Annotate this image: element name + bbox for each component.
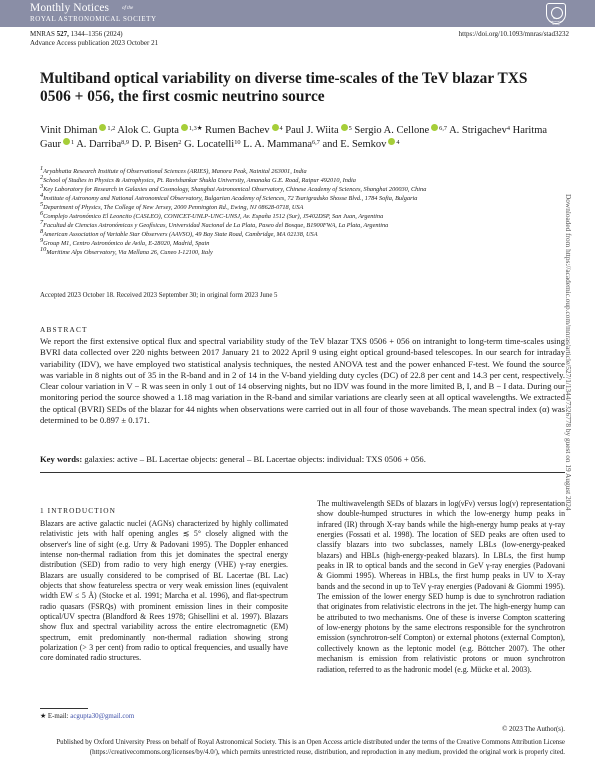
affiliation-number: 10 [40,245,47,253]
affiliation-number: 5 [40,200,44,208]
affiliation-list [40,165,560,258]
affiliation-text: Facultad de Ciencias Astronómicas y Geofísicas, Universidad Nacional de La Plata, Paseo del Bosque, B1900FWA, La Plata, Argentina [43,221,389,229]
abstract-heading: ABSTRACT [40,325,88,334]
author-name: G. Locatelli [184,138,235,150]
author-name: A. Strigachev [449,125,507,136]
affiliation-number: 6 [40,209,44,217]
author-affiliation-ref: 1,2 [107,125,116,132]
seal-text: Royal Astronomical Society [549,17,563,26]
affiliation-text: Key Laboratory for Research in Galaxies and Cosmology, Shanghai Astronomical Observatory, Chinese Academy of Sciences, Shanghai 200030, China [43,185,427,193]
author [285,125,352,136]
affiliation [40,182,560,195]
intro-left-column: Blazars are active galactic nuclei (AGNs) characterized by highly collimated relativistic jets with half opening angles ≲ 5° closely aligned with the observer's line of sight (e.g. Urry & Padovani 1995). The Doppler enhanced intense non-thermal radiation from this jet dominates the spectral energy distribution (SED) from radio to very high energy (VHE) γ-ray energies. Blazars are usually considered to be comprised of BL Lacertae (BL Lac) objects that show featureless spectra or very weak emission lines (equivalent width EW ≤ 5 Å) (Stocke et al. 1991; Marcha et al. 1996), and flat-spectrum radio quasars (FSRQs) with prominent emission lines in their composite optical/UV spectra (Blandford & Rees 1978; Ghisellini et al. 1997). Blazars show flux and spectral variability across the entire electromagnetic (EM) spectrum, emit predominantly non-thermal radiation showing strong polarization (> 3 per cent) from radio to optical frequencies, and usually have core dominated radio structures. [40,519,288,663]
affiliation [40,191,560,204]
journal-logo-title: Monthly Notices [30,2,110,14]
footnote-email [40,712,134,720]
email-label: ★ E-mail: [40,713,71,720]
author [132,139,182,150]
author-affiliation-ref: 8,9 [121,138,129,146]
affiliation-text: Institute of Astronomy and National Astronomical Observatory, Bulgarian Academy of Sciences, 72 Tsarigradsko Shosse Blvd., 1784 Sofia, Bulgaria [43,194,418,202]
author-affiliation-ref: 6,7 [311,138,320,146]
affiliation [40,236,560,249]
author-name: Rumen Bachev [205,125,270,136]
affiliation [40,173,560,186]
author [354,125,447,136]
journal-logo-society: ROYAL ASTRONOMICAL SOCIETY [30,15,157,23]
author [40,125,115,136]
author-name: E. Semkov [340,138,387,150]
email-link[interactable]: acgupta30@gmail.com [70,713,135,720]
author-affiliation-ref: 6,7 [439,125,448,132]
orcid-icon[interactable] [341,124,348,131]
affiliation-text: Complejo Astronómico El Leoncito (CASLEO), CONICET-UNLP-UNC-UNSJ, Av. España 1512 (Sur), J5402DSP, San Juan, Argentina [43,212,384,220]
footnote-divider [40,708,88,709]
keywords-text: galaxies: active – BL Lacertae objects: general – BL Lacertae objects: individual: TXS 0506 + 056. [82,454,426,464]
affiliation [40,227,560,240]
journal-volume: 527, [56,30,69,38]
affiliation-text: School of Studies in Physics & Astrophysics, Pt. Ravishankar Shukla University, Amanaka G.E. Road, Raipur 492010, India [43,176,356,184]
intro-heading: 1 INTRODUCTION [40,506,116,515]
affiliation-text: Group M1, Centro Astronómico de Avila, E-28020, Madrid, Spain [43,239,210,247]
affiliation-text: Department of Physics, The College of New Jersey, 2000 Pennington Rd., Ewing, NJ 08628-0718, USA [43,203,304,211]
orcid-icon[interactable] [431,124,438,131]
keywords [40,454,565,464]
journal-masthead [0,0,595,27]
author [205,125,283,136]
author [340,139,399,150]
author [449,125,510,136]
author-affiliation-ref: 5 [348,125,352,132]
dates-line: Accepted 2023 October 18. Received 2023 September 30; in original form 2023 June 5 [40,292,278,299]
intro-right-column: The multiwavelength SEDs of blazars in log(νFν) versus log(ν) representation show double-humped structures in which the low-energy hump peaks in infrared (IR) through X-ray bands while the high-energy hump peaks at γ-ray energies (Fossati et al. 1998). The location of SED peaks are often used to classify blazars into two subclasses, namely LBLs (low-energy-peaked blazars) and HBLs (high-energy-peaked blazars). In LBLs, the first hump peaks in IR to optical bands and the second in GeV γ-ray energies (Padovani & Giommi 1995). Whereas in HBLs, the first hump peaks in UV to X-ray bands and the second in up to TeV γ-ray energies (Padovani & Giommi 1995). The emission of the lower energy SED hump is due to synchrotron radiation that originates from relativistic electrons in the jet. The high-energy hump can be attributed to two mechanisms. One of these is inverse Compton scattering of low-energy photons by the same electrons responsible for the synchrotron emission (synchrotron-self Compton) or external photons (external Compton), collectively known as the leptonic model (e.g. Böttcher 2007). The other mechanism is emission from relativistic protons or muon synchrotron radiation, referred to as the hadronic model (e.g. Mücke et al. 2003). [317,499,565,674]
author [184,139,240,150]
journal-logo-of-the: of the [122,6,134,11]
keywords-label: Key words: [40,454,83,464]
affiliation-text: Maritime Alps Observatory, Via Mellana 26, Cuneo I-12100, Italy [46,248,213,256]
author-affiliation-ref: 10 [234,138,241,146]
affiliation-number: 9 [40,236,44,244]
orcid-icon[interactable] [181,124,188,131]
license-text: Published by Oxford University Press on behalf of Royal Astronomical Society. This is an Open Access article distributed under the terms of the Creative Commons Attribution License (https://creativecommons.org/licenses/by/4.0/), which permits unrestricted reuse, distribution, and reproduction in any medium, provided the original work is properly cited. [56,739,565,756]
author-affiliation-ref: 4 [396,138,400,146]
affiliation-number: 7 [40,218,44,226]
author-name: Sergio A. Cellone [354,125,430,136]
affiliation [40,200,560,213]
author-name: Vinit Dhiman [40,125,98,136]
journal-pages: 1344–1356 (2024) [68,30,123,38]
abstract-text: We report the first extensive optical flux and spectral variability study of the TeV blazar TXS 0506 + 056 on intranight to long-term time-scales using BVRI data collected over 220 nights between 2017 January 21 to 2022 April 9 using eight optical ground-based telescopes. In our search for intraday variability (IDV), we have employed two statistical analysis techniques, the nested ANOVA test and the power enhanced F-test. We found the source was variable in 8 nights out of 35 in the R-band and in 2 of 14 in the V-band yielding duty cycles (DC) of 22.8 per cent and 14.3 per cent, respectively. Clear colour variation in V − R was seen in only 1 out of 14 observing nights, but no IDV was found in the more limited B, I, and B − I data. During our monitoring period the source showed a 1.18 mag variation in the R-band and similar variations are clearly seen at all optical wavelengths. We extracted the optical (BVRI) SEDs of the blazar for 44 nights when observations were carried out in all four of those wavebands. The mean spectral index (α) was determined to be 0.897 ± 0.171. [40,336,565,425]
author-name: D. P. Bisen [131,138,179,150]
download-watermark: Downloaded from https://academic.oup.com/mnras/article/527/1/1344/7326778 by guest on 19 August 2024 [564,194,573,511]
affiliation [40,218,560,231]
ras-seal-icon [546,3,566,24]
affiliation-number: 1 [40,165,44,172]
affiliation [40,209,560,222]
section-divider [40,472,565,473]
author-affiliation-ref: 4 [506,125,510,132]
orcid-icon[interactable] [99,124,106,131]
author [117,125,202,136]
advance-access: Advance Access publication 2023 October 21 [30,39,159,47]
orcid-icon[interactable] [272,124,279,131]
affiliation-number: 4 [40,191,44,199]
orcid-icon[interactable] [63,138,70,145]
author-affiliation-ref: 2 [178,138,182,146]
author-list: Vinit Dhiman $^{1,2}$ Alok C. Gupta $^{1,3★}$ Rumen Bachev $^4$ Paul J. Wiita $^5$ Sergio A. Cellone $^{6,7}$ A. Strigachev$^4$ Haritma Gaur $^1$ A. Darriba$^{8,9}$ D. P. Bisen$^2$ G. Locatelli$^{10}$ L. A. Mammana$^{6,7}$ and E. Semkov $^4$ [40,125,548,150]
paper-title: Multiband optical variability on diverse time-scales of the TeV blazar TXS 0506 + 056, the first cosmic neutrino source [40,70,528,105]
affiliation-text: Aryabhatta Research Institute of Observational Sciences (ARIES), Manora Peak, Nainital 263001, India [43,168,307,175]
author [76,139,129,150]
author [243,139,320,150]
author-name: Haritma Gaur [40,125,548,150]
affiliation [40,245,560,258]
journal-citation [30,30,123,38]
doi-link[interactable]: https://doi.org/10.1093/mnras/stad3232 [458,30,569,38]
copyright: © 2023 The Author(s). [502,726,565,733]
affiliation-number: 3 [40,182,44,190]
author-affiliation-ref: 1 [71,138,75,146]
author-affiliation-ref: 4 [279,125,283,132]
author-name: A. Darriba [76,138,122,150]
author-name: Paul J. Wiita [285,125,339,136]
author-name: L. A. Mammana [243,138,312,150]
affiliation-number: 8 [40,227,44,235]
affiliation-number: 2 [40,173,44,181]
journal-name: MNRAS [30,30,55,38]
author-affiliation-ref: 1,3★ [188,125,203,132]
orcid-icon[interactable] [388,138,395,145]
author-name: Alok C. Gupta [117,125,179,136]
affiliation [40,165,560,177]
affiliation-text: American Association of Variable Star Observers (AAVSO), 49 Bay State Road, Cambridge, MA 02138, USA [43,230,318,238]
